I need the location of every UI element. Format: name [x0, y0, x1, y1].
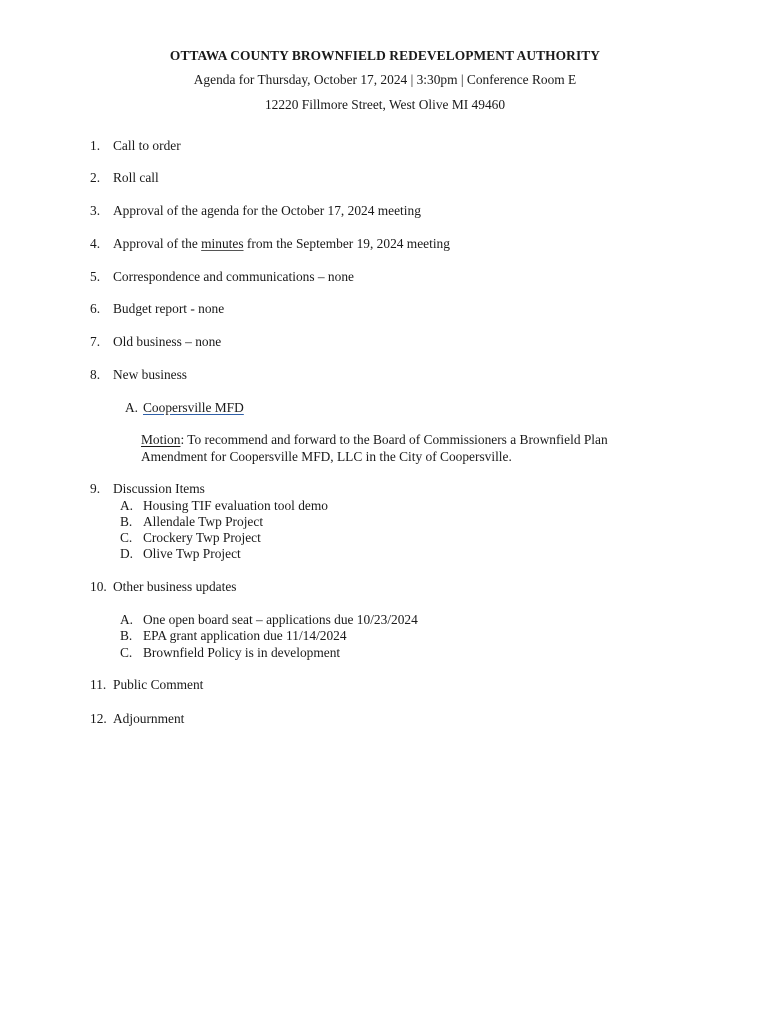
item-text — [113, 236, 450, 253]
subitem-text: EPA grant application due 11/14/2024 — [143, 628, 347, 643]
other-business-subitem-a — [120, 612, 418, 629]
item-number: 4. — [90, 236, 101, 251]
item-text: Approval of the agenda for the October 17, 2024 meeting — [113, 203, 421, 218]
item-number: 2. — [90, 170, 101, 185]
agenda-item-5 — [90, 269, 354, 286]
item-number: 8. — [90, 367, 101, 382]
item-number: 10. — [90, 579, 107, 594]
item-number: 6. — [90, 301, 101, 316]
motion-label: Motion — [141, 432, 181, 447]
item-text: Adjournment — [113, 711, 185, 726]
item-number: 11. — [90, 677, 107, 692]
agenda-item-1 — [90, 138, 181, 155]
item-text: Public Comment — [113, 677, 204, 692]
subitem-text: Olive Twp Project — [143, 546, 241, 561]
discussion-subitem-a — [120, 498, 328, 515]
agenda-item-4 — [90, 236, 450, 253]
meeting-address: 12220 Fillmore Street, West Olive MI 49460 — [264, 97, 506, 112]
motion-text-1: : To recommend and forward to the Board of Commissioners a Brownfield Plan — [180, 432, 608, 447]
subitem-letter: B. — [120, 628, 133, 643]
coopersville-mfd-link[interactable]: Coopersville MFD — [143, 400, 244, 415]
agenda-item-9 — [90, 481, 205, 498]
item-text: New business — [113, 367, 188, 382]
subitem-letter: A. — [120, 612, 134, 627]
subitem-text: Brownfield Policy is in development — [143, 645, 341, 660]
agenda-item-10 — [90, 579, 236, 596]
item-number: 5. — [90, 269, 101, 284]
agenda-item-6 — [90, 301, 224, 318]
item-text: Old business – none — [113, 334, 222, 349]
discussion-subitem-d — [120, 546, 241, 563]
item-text: Other business updates — [113, 579, 237, 594]
subitem-text: Allendale Twp Project — [143, 514, 264, 529]
motion-line-1 — [141, 432, 661, 449]
item-text-pre: Approval of the — [113, 236, 202, 251]
item-number: 1. — [90, 138, 101, 153]
agenda-item-2 — [90, 170, 159, 187]
subitem-text: One open board seat – applications due 10/23/2024 — [143, 612, 418, 627]
other-business-subitem-b — [120, 628, 347, 645]
minutes-link[interactable]: minutes — [201, 236, 244, 251]
subitem-text: Housing TIF evaluation tool demo — [143, 498, 328, 513]
agenda-item-7 — [90, 334, 221, 351]
item-text: Budget report - none — [113, 301, 225, 316]
document-title: OTTAWA COUNTY BROWNFIELD REDEVELOPMENT AUTHORITY — [169, 48, 601, 63]
agenda-item-12 — [90, 711, 184, 728]
subitem-letter: D. — [120, 546, 134, 561]
item-number: 12. — [90, 711, 107, 726]
item-text: Roll call — [113, 170, 159, 185]
item-text: Correspondence and communications – none — [113, 269, 354, 284]
subitem-letter: B. — [120, 514, 133, 529]
item-number: 3. — [90, 203, 101, 218]
subitem-letter: C. — [120, 645, 133, 660]
subitem-text: Crockery Twp Project — [143, 530, 261, 545]
subitem-letter: A. — [120, 498, 134, 513]
motion-line-2: Amendment for Coopersville MFD, LLC in the City of Coopersville. — [141, 449, 512, 464]
agenda-item-11 — [90, 677, 203, 694]
subitem-letter: C. — [120, 530, 133, 545]
discussion-subitem-b — [120, 514, 263, 531]
new-business-subitem-a — [125, 400, 244, 417]
agenda-item-8 — [90, 367, 187, 384]
item-text-post: from the September 19, 2024 meeting — [243, 236, 450, 251]
item-text: Discussion Items — [113, 481, 205, 496]
item-text: Call to order — [113, 138, 181, 153]
agenda-item-3 — [90, 203, 421, 220]
item-number: 9. — [90, 481, 101, 496]
item-number: 7. — [90, 334, 101, 349]
discussion-subitem-c — [120, 530, 261, 547]
meeting-details: Agenda for Thursday, October 17, 2024 | 3:30pm | Conference Room E — [193, 72, 577, 87]
subitem-letter: A. — [125, 400, 139, 415]
other-business-subitem-c — [120, 645, 340, 662]
